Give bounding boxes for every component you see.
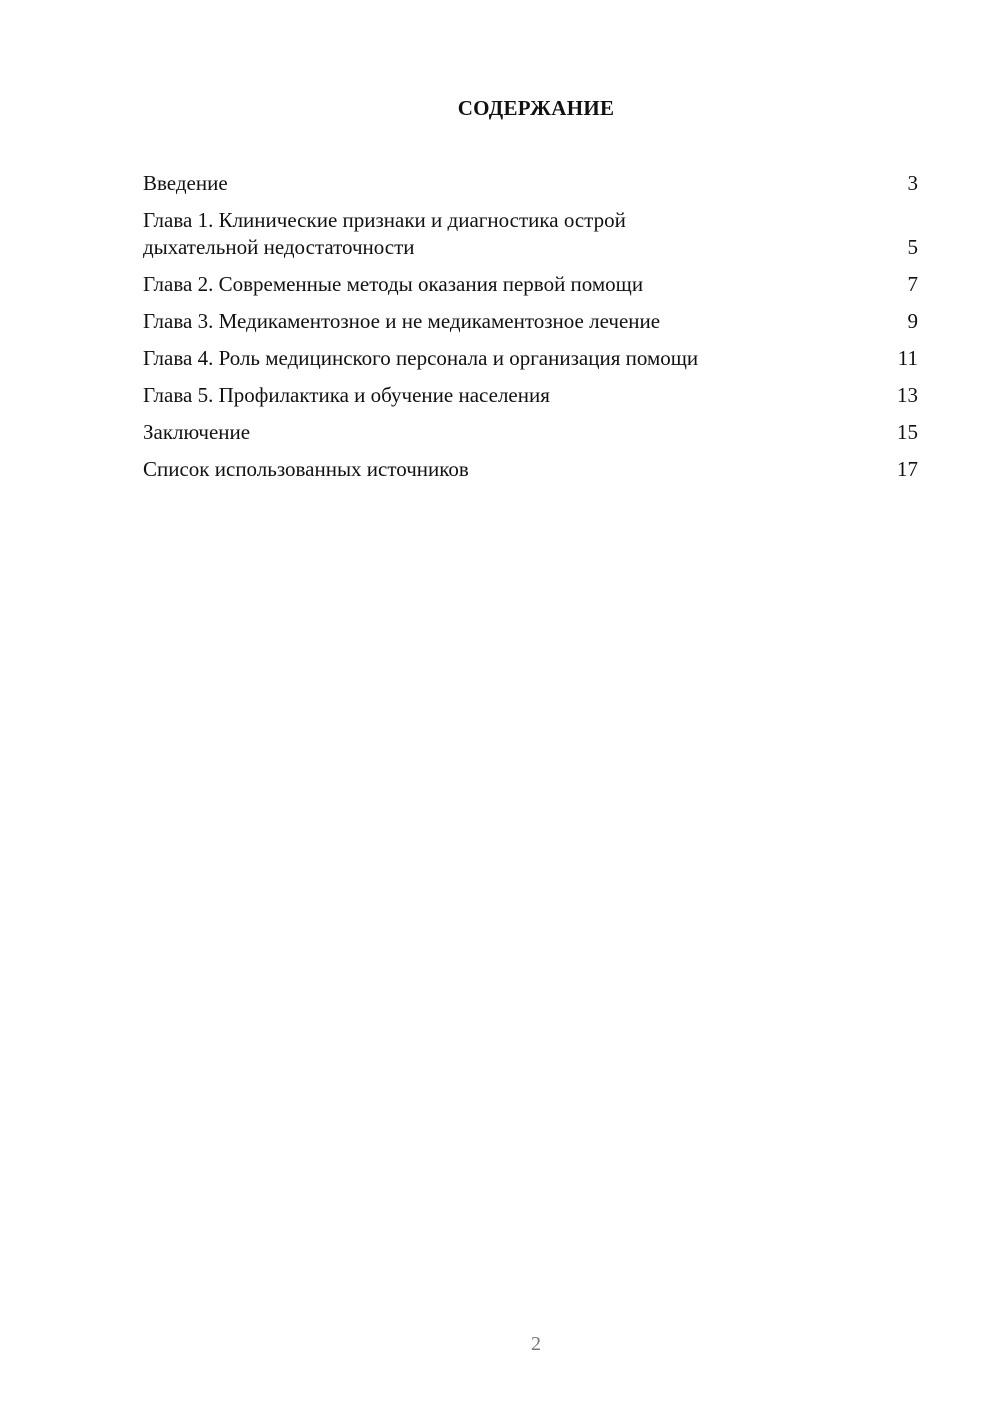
- toc-entry-label: Заключение: [143, 420, 251, 444]
- toc-entry-page: 5: [907, 235, 918, 259]
- toc-entry-page: 17: [897, 457, 918, 481]
- toc-entry-label: Введение: [143, 171, 228, 195]
- toc-entry-page: 9: [907, 309, 918, 333]
- toc-entry-conclusion: [143, 419, 918, 446]
- toc-entry-label: Глава 4. Роль медицинского персонала и организация помощи: [143, 346, 699, 370]
- toc-entry-page: 13: [897, 383, 918, 407]
- toc-entry-references: [143, 456, 918, 483]
- toc-entry-label: Глава 5. Профилактика и обучение населения: [143, 383, 550, 407]
- toc-entry-chapter-1: [143, 207, 918, 261]
- toc-entry-chapter-4: [143, 345, 918, 372]
- toc-entry-chapter-5: [143, 382, 918, 409]
- toc-entry-label: Глава 2. Современные методы оказания первой помощи: [143, 272, 644, 296]
- toc-entry-label: Глава 3. Медикаментозное и не медикаментозное лечение: [143, 309, 661, 333]
- toc-entry-page: 15: [897, 420, 918, 444]
- toc-entry-page: 7: [907, 272, 918, 296]
- table-of-contents: [143, 170, 918, 493]
- toc-entry-chapter-2: [143, 271, 918, 298]
- toc-entry-introduction: [143, 170, 918, 197]
- toc-entry-page: 11: [897, 346, 918, 370]
- toc-entry-page: 3: [907, 171, 918, 195]
- toc-entry-label: Список использованных источников: [143, 457, 469, 481]
- page-title: СОДЕРЖАНИЕ: [457, 96, 615, 120]
- toc-entry-chapter-3: [143, 308, 918, 335]
- toc-entry-label: Глава 1. Клинические признаки и диагностика острой дыхательной недостаточности: [143, 208, 626, 259]
- page-number: 2: [531, 1333, 541, 1355]
